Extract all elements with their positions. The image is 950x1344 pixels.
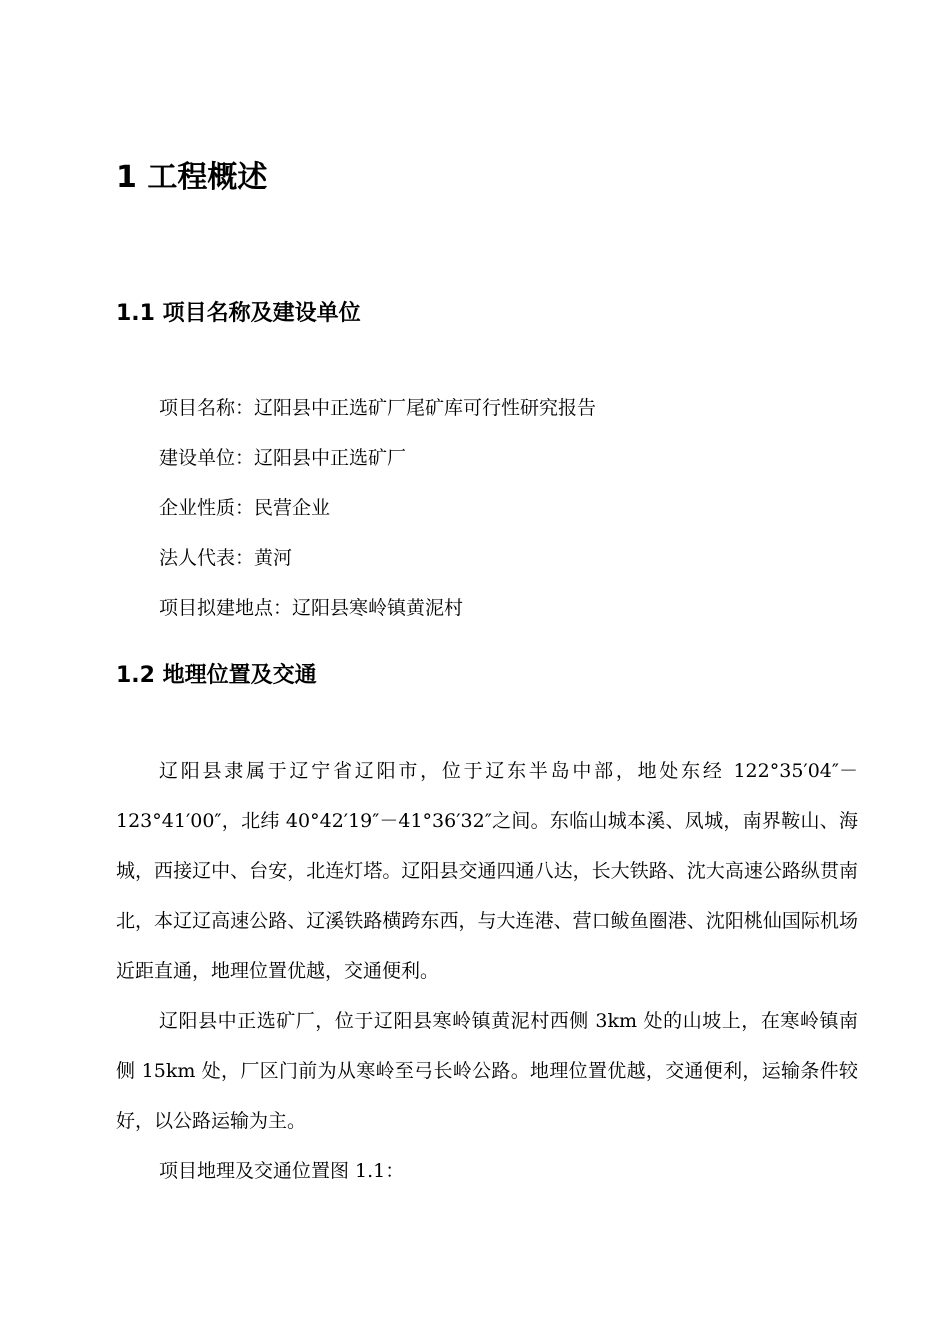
section-heading-project-info: 1.1 项目名称及建设单位 xyxy=(116,301,361,326)
info-line-location: 项目拟建地点：辽阳县寒岭镇黄泥村 xyxy=(159,597,464,619)
paragraph-plant-location: 辽阳县中正选矿厂，位于辽阳县寒岭镇黄泥村西侧 3km 处的山坡上，在寒岭镇南侧 15km 处，厂区门前为从寒岭至弓长岭公路。地理位置优越，交通便利，运输条件较好，以公路运输为主。 xyxy=(116,1010,858,1132)
paragraph-figure-reference: 项目地理及交通位置图 1.1： xyxy=(159,1160,405,1182)
info-line-enterprise-type: 企业性质：民营企业 xyxy=(159,497,331,519)
info-line-project-name: 项目名称：辽阳县中正选矿厂尾矿库可行性研究报告 xyxy=(159,397,597,419)
info-line-builder: 建设单位：辽阳县中正选矿厂 xyxy=(159,447,407,469)
section-heading-location-traffic: 1.2 地理位置及交通 xyxy=(116,663,317,688)
info-line-legal-rep: 法人代表：黄河 xyxy=(159,547,293,569)
chapter-title: 1 工程概述 xyxy=(116,160,268,195)
paragraph-county-overview: 辽阳县隶属于辽宁省辽阳市，位于辽东半岛中部，地处东经 122°35′04″－123°41′00″，北纬 40°42′19″－41°36′32″之间。东临山城本溪、凤城，南界鞍山、海城，西接辽中、台安，北连灯塔。辽阳县交通四通八达，长大铁路、沈大高速公路纵贯南北，本辽辽高速公路、辽溪铁路横跨东西，与大连港、营口鲅鱼圈港、沈阳桃仙国际机场近距直通，地理位置优越，交通便利。 xyxy=(116,760,858,982)
